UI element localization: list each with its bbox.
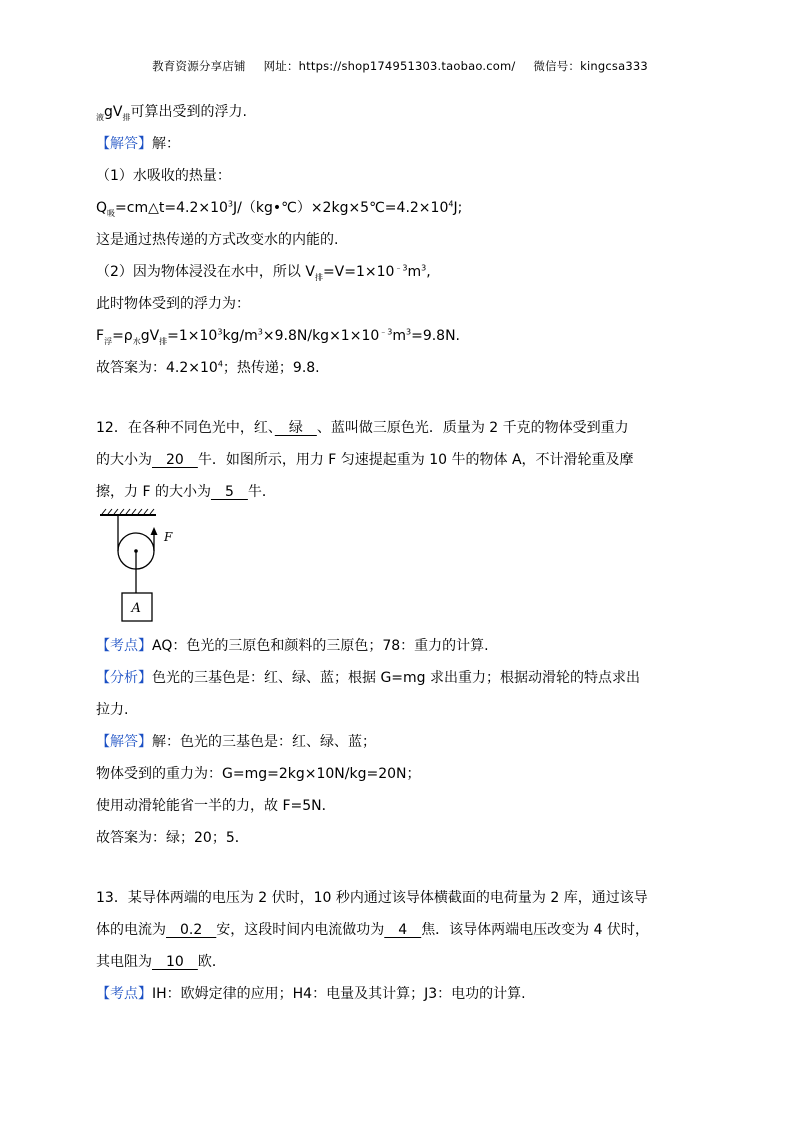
shop-name: 教育资源分享店铺 (152, 59, 246, 73)
q13-line1: 13．某导体两端的电压为 2 伏时，10 秒内通过该导体横截面的电荷量为 2 库，通过该导 (96, 890, 648, 906)
q13-l2a: 体的电流为 (96, 922, 166, 938)
sol11-part1: （1）水吸收的热量： (96, 168, 231, 184)
q12-pulley-note: 使用动滑轮能省一半的力，故 F=5N． (96, 798, 336, 814)
q12-gravity: 物体受到的重力为：G=mg=2kg×10N/kg=20N； (96, 766, 421, 782)
buoyancy-formula (96, 326, 460, 346)
q13-line3 (96, 952, 226, 972)
q12-line3 (96, 482, 276, 502)
wechat-id: 微信号：kingcsa333 (533, 59, 648, 73)
q12-l3b: 牛． (247, 484, 276, 500)
answer-tag: 【解答】 (96, 136, 152, 152)
heat-formula (96, 198, 462, 218)
sol11-line1 (96, 102, 247, 122)
q-part-a: =cm△t=4.2×10 (115, 200, 228, 216)
fenxi-tag: 【分析】 (96, 670, 152, 686)
f-sup3: ﹣3 (379, 327, 393, 337)
jieda-tag: 【解答】 (96, 734, 152, 750)
q12-fenxi (96, 668, 640, 688)
q13-l2b: 安，这段时间内电流做功为 (216, 922, 385, 938)
q12-blank-5: 5 (210, 484, 248, 500)
q13-l2c: 焦．该导体两端电压改变为 4 伏时， (421, 922, 649, 938)
f-sub2: 水 (132, 336, 141, 346)
shop-url: 网址：https://shop174951303.taobao.com/ (263, 59, 516, 73)
q12-final-answer: 故答案为：绿；20；5． (96, 830, 249, 846)
q-symbol: Q (96, 200, 108, 216)
f-b: =ρ (112, 328, 133, 344)
final-sup: 4 (217, 359, 223, 369)
sol11-final-answer (96, 358, 320, 378)
q13-l3a: 其电阻为 (96, 954, 152, 970)
p2-c: m (407, 264, 422, 280)
block-label: A (131, 601, 141, 616)
pulley-diagram (96, 505, 186, 627)
f-sub3: 排 (159, 336, 168, 346)
final-a: 故答案为：4.2×10 (96, 360, 218, 376)
q12-kaodian (96, 636, 489, 656)
q13-blank-work: 4 (384, 922, 422, 938)
q-part-b: J/（kg•℃）×2kg×5℃=4.2×10 (233, 200, 449, 216)
force-arrow-head (151, 527, 158, 535)
force-label: F (164, 530, 173, 544)
f-c: gV (140, 328, 160, 344)
p2-d: , (426, 264, 431, 280)
sol11-line1-text: 可算出受到的浮力. (130, 104, 247, 120)
formula-gv: gV (104, 104, 123, 120)
q12-l2b: 牛．如图所示，用力 F 匀速提起重为 10 牛的物体 A，不计滑轮重及摩 (197, 452, 634, 468)
q-sup1: 3 (227, 199, 233, 209)
f-sup1: 3 (217, 327, 223, 337)
q12-blank-20: 20 (152, 452, 198, 468)
sol11-part2 (96, 262, 431, 282)
q12-l3a: 擦，力 F 的大小为 (96, 484, 211, 500)
q-sup2: 4 (448, 199, 454, 209)
q12-l2a: 的大小为 (96, 452, 152, 468)
f-a: F (96, 328, 105, 344)
q12-l1b: 、蓝叫做三原色光．质量为 2 千克的物体受到重力 (316, 420, 629, 436)
f-g: m (392, 328, 406, 344)
p2-b: =V=1×10 (322, 264, 395, 280)
fenxi-text-1: 色光的三基色是：红、绿、蓝；根据 G=mg 求出重力；根据动滑轮的特点求出 (152, 670, 641, 686)
f-sup2: 3 (257, 327, 263, 337)
page-header (0, 58, 800, 74)
q12-jieda (96, 732, 376, 752)
f-d: =1×10 (167, 328, 218, 344)
f-e: kg/m (222, 328, 258, 344)
q12-blank-green: 绿 (274, 420, 317, 436)
p2-sup: ﹣3 (394, 263, 408, 273)
p2-a: （2）因为物体浸没在水中，所以 V (96, 264, 315, 280)
p2-sup2: 3 (421, 263, 427, 273)
kaodian-tag: 【考点】 (96, 638, 152, 654)
f-h: =9.8N. (411, 328, 461, 344)
q-sub: 吸 (107, 208, 116, 218)
sub-liquid: 液 (96, 112, 104, 122)
q12-l1a: 12．在各种不同色光中，红、 (96, 420, 275, 436)
p2-sub: 排 (314, 272, 323, 282)
kaodian-text: AQ：色光的三原色和颜料的三原色；78：重力的计算. (152, 638, 489, 654)
ceiling-hatch (102, 509, 154, 514)
f-sub1: 浮 (104, 336, 113, 346)
q12-line1 (96, 418, 629, 438)
f-f: ×9.8N/kg×1×10 (262, 328, 380, 344)
q13-l3b: 欧． (197, 954, 226, 970)
q-part-c: J; (453, 200, 463, 216)
buoyancy-heading: 此时物体受到的浮力为： (96, 296, 250, 312)
sol11-answer-heading (96, 134, 180, 154)
final-b: ；热传递；9.8. (222, 360, 320, 376)
q13-kaodian-tag: 【考点】 (96, 986, 152, 1002)
q13-kaodian-text: IH：欧姆定律的应用；H4：电量及其计算；J3：电功的计算. (152, 986, 526, 1002)
q13-blank-current: 0.2 (166, 922, 217, 938)
f-sup4: 3 (406, 327, 412, 337)
q12-fenxi-cont: 拉力. (96, 702, 129, 718)
q13-blank-resistance: 10 (152, 954, 198, 970)
answer-head: 解： (152, 136, 180, 152)
q13-line2 (96, 920, 649, 940)
sub-displaced: 排 (122, 112, 131, 122)
q13-kaodian (96, 984, 526, 1004)
q12-line2 (96, 450, 634, 470)
heat-transfer-note: 这是通过热传递的方式改变水的内能的. (96, 232, 339, 248)
jieda-text: 解：色光的三基色是：红、绿、蓝； (152, 734, 376, 750)
